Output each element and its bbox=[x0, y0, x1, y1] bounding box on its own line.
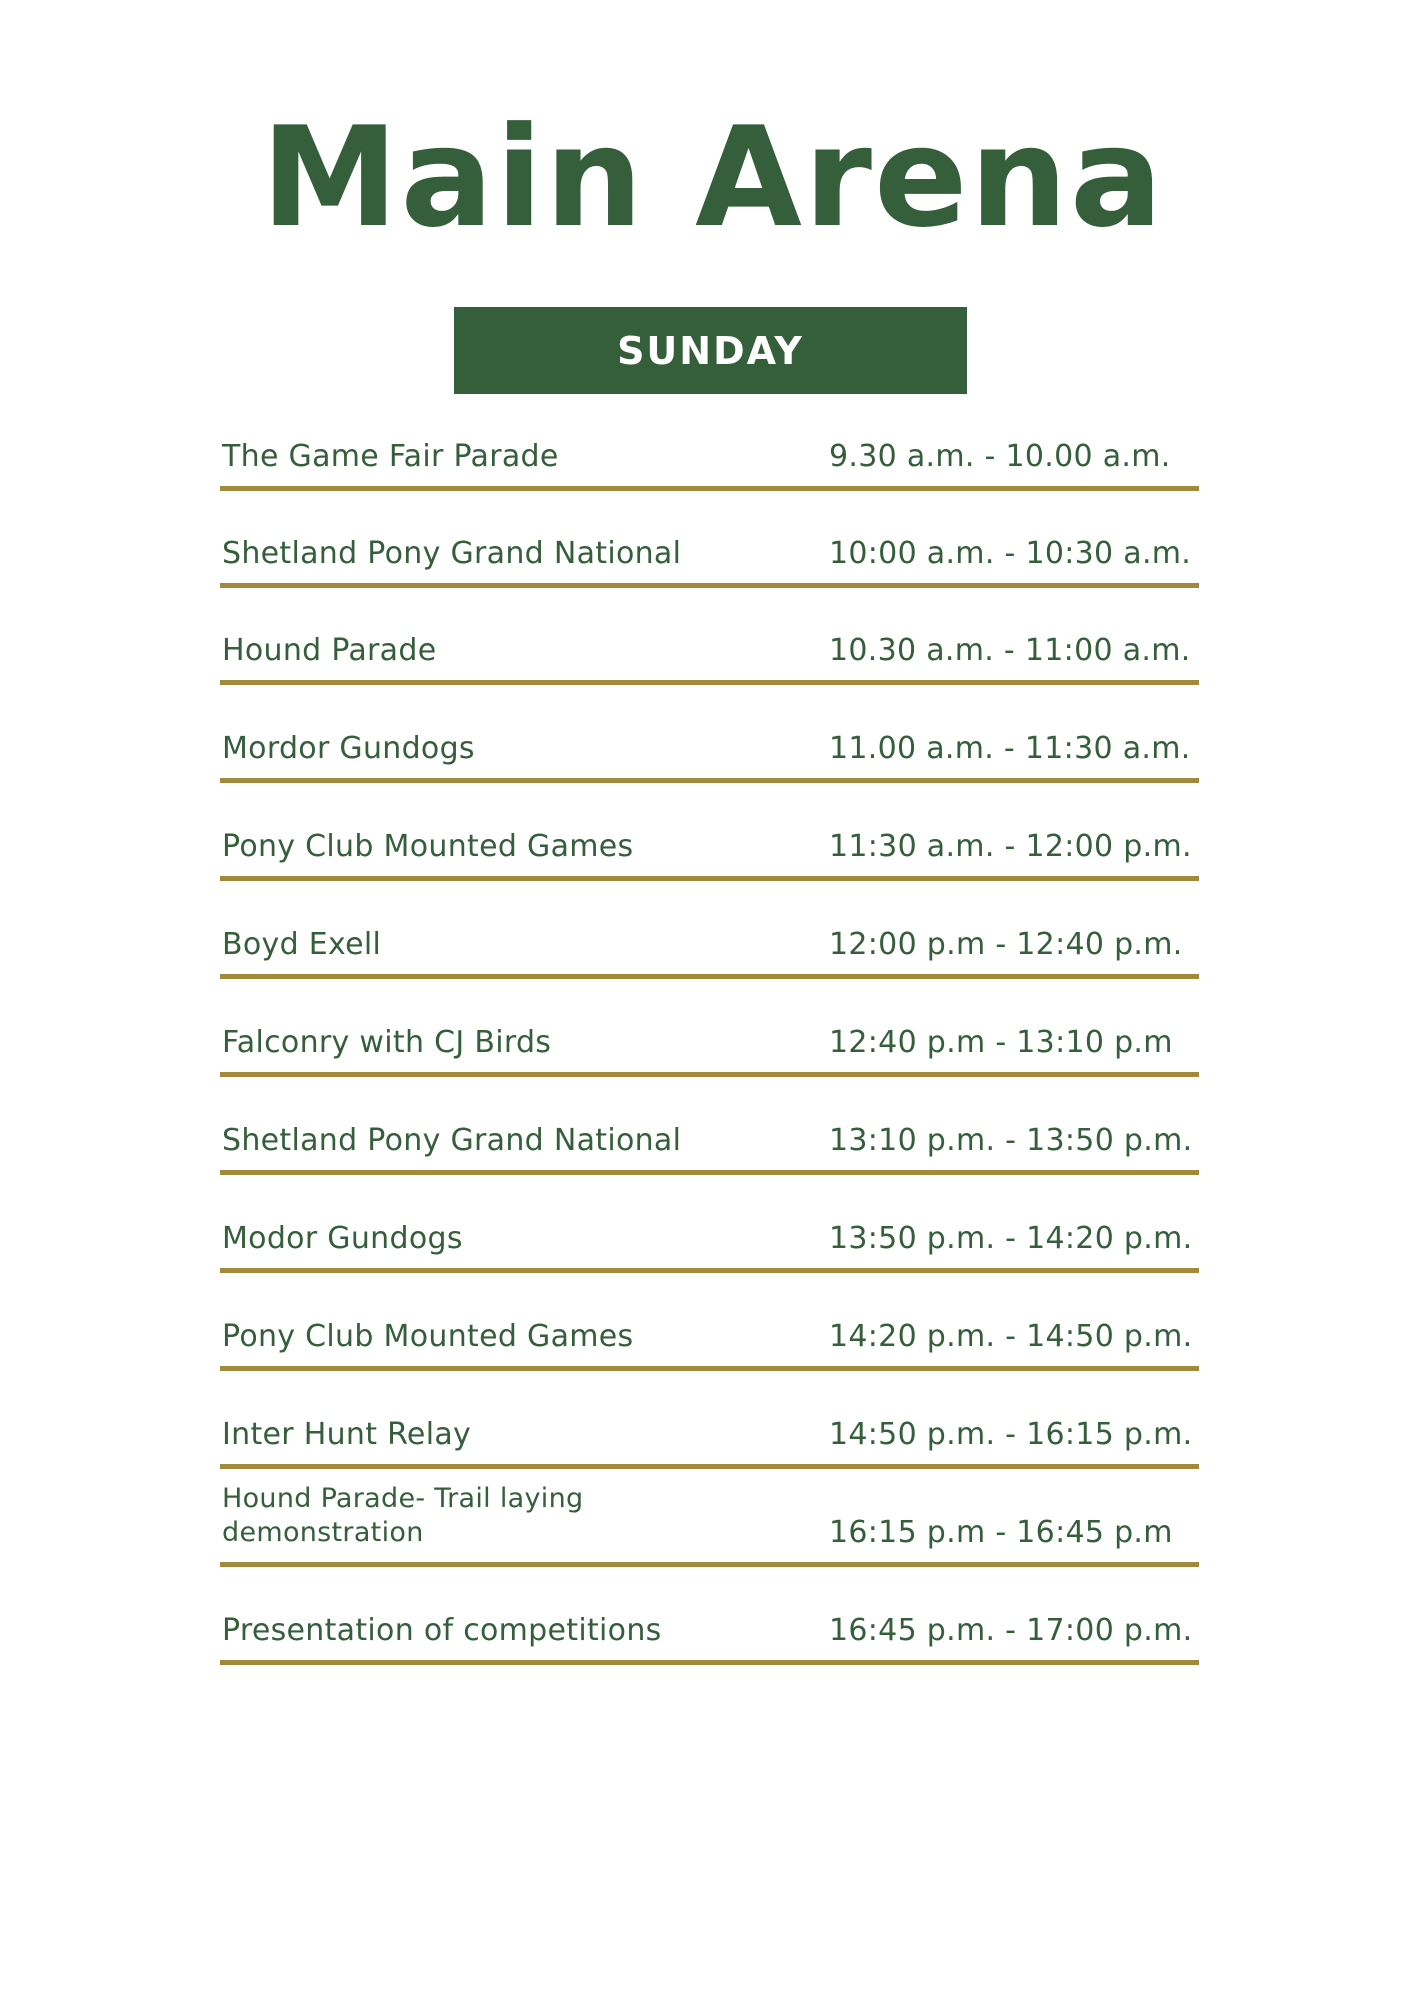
event-time: 11:30 a.m. - 12:00 p.m. bbox=[829, 829, 1192, 864]
event-time: 12:00 p.m - 12:40 p.m. bbox=[829, 927, 1183, 962]
day-badge: SUNDAY bbox=[454, 307, 967, 394]
schedule-row bbox=[220, 1373, 1199, 1469]
event-name: Mordor Gundogs bbox=[222, 731, 475, 766]
event-name: Presentation of competitions bbox=[222, 1613, 662, 1648]
event-time: 14:20 p.m. - 14:50 p.m. bbox=[829, 1319, 1193, 1354]
schedule-row bbox=[220, 981, 1199, 1077]
schedule-row bbox=[220, 785, 1199, 881]
event-name: Inter Hunt Relay bbox=[222, 1417, 472, 1452]
event-name: Shetland Pony Grand National bbox=[222, 536, 682, 571]
event-time: 10:00 a.m. - 10:30 a.m. bbox=[829, 536, 1192, 571]
schedule-row bbox=[220, 1275, 1199, 1371]
event-name: Hound Parade- Trail laying demonstration bbox=[222, 1483, 584, 1548]
event-name: Falconry with CJ Birds bbox=[222, 1025, 552, 1060]
schedule-row bbox=[220, 492, 1199, 588]
event-time: 16:45 p.m. - 17:00 p.m. bbox=[829, 1613, 1193, 1648]
event-time: 13:50 p.m. - 14:20 p.m. bbox=[829, 1221, 1193, 1256]
schedule-row bbox=[220, 883, 1199, 979]
event-time: 11.00 a.m. - 11:30 a.m. bbox=[829, 731, 1191, 766]
event-name: Pony Club Mounted Games bbox=[222, 1319, 634, 1354]
event-time: 10.30 a.m. - 11:00 a.m. bbox=[829, 633, 1191, 668]
event-name: Pony Club Mounted Games bbox=[222, 829, 634, 864]
schedule-row bbox=[220, 1079, 1199, 1175]
schedule-row bbox=[220, 687, 1199, 783]
schedule-row bbox=[220, 395, 1199, 491]
event-name: Modor Gundogs bbox=[222, 1221, 463, 1256]
schedule-row bbox=[220, 1177, 1199, 1273]
event-name: Hound Parade bbox=[222, 633, 437, 668]
event-name: The Game Fair Parade bbox=[222, 439, 559, 474]
event-time: 12:40 p.m - 13:10 p.m bbox=[829, 1025, 1173, 1060]
event-time: 9.30 a.m. - 10.00 a.m. bbox=[829, 439, 1171, 474]
event-name: Boyd Exell bbox=[222, 927, 382, 962]
page-title: Main Arena bbox=[261, 97, 1165, 258]
event-time: 14:50 p.m. - 16:15 p.m. bbox=[829, 1417, 1193, 1452]
schedule-row bbox=[220, 1471, 1199, 1567]
schedule-row bbox=[220, 589, 1199, 685]
event-time: 16:15 p.m - 16:45 p.m bbox=[829, 1515, 1173, 1550]
event-time: 13:10 p.m. - 13:50 p.m. bbox=[829, 1123, 1193, 1158]
schedule-row bbox=[220, 1569, 1199, 1665]
event-name: Shetland Pony Grand National bbox=[222, 1123, 682, 1158]
